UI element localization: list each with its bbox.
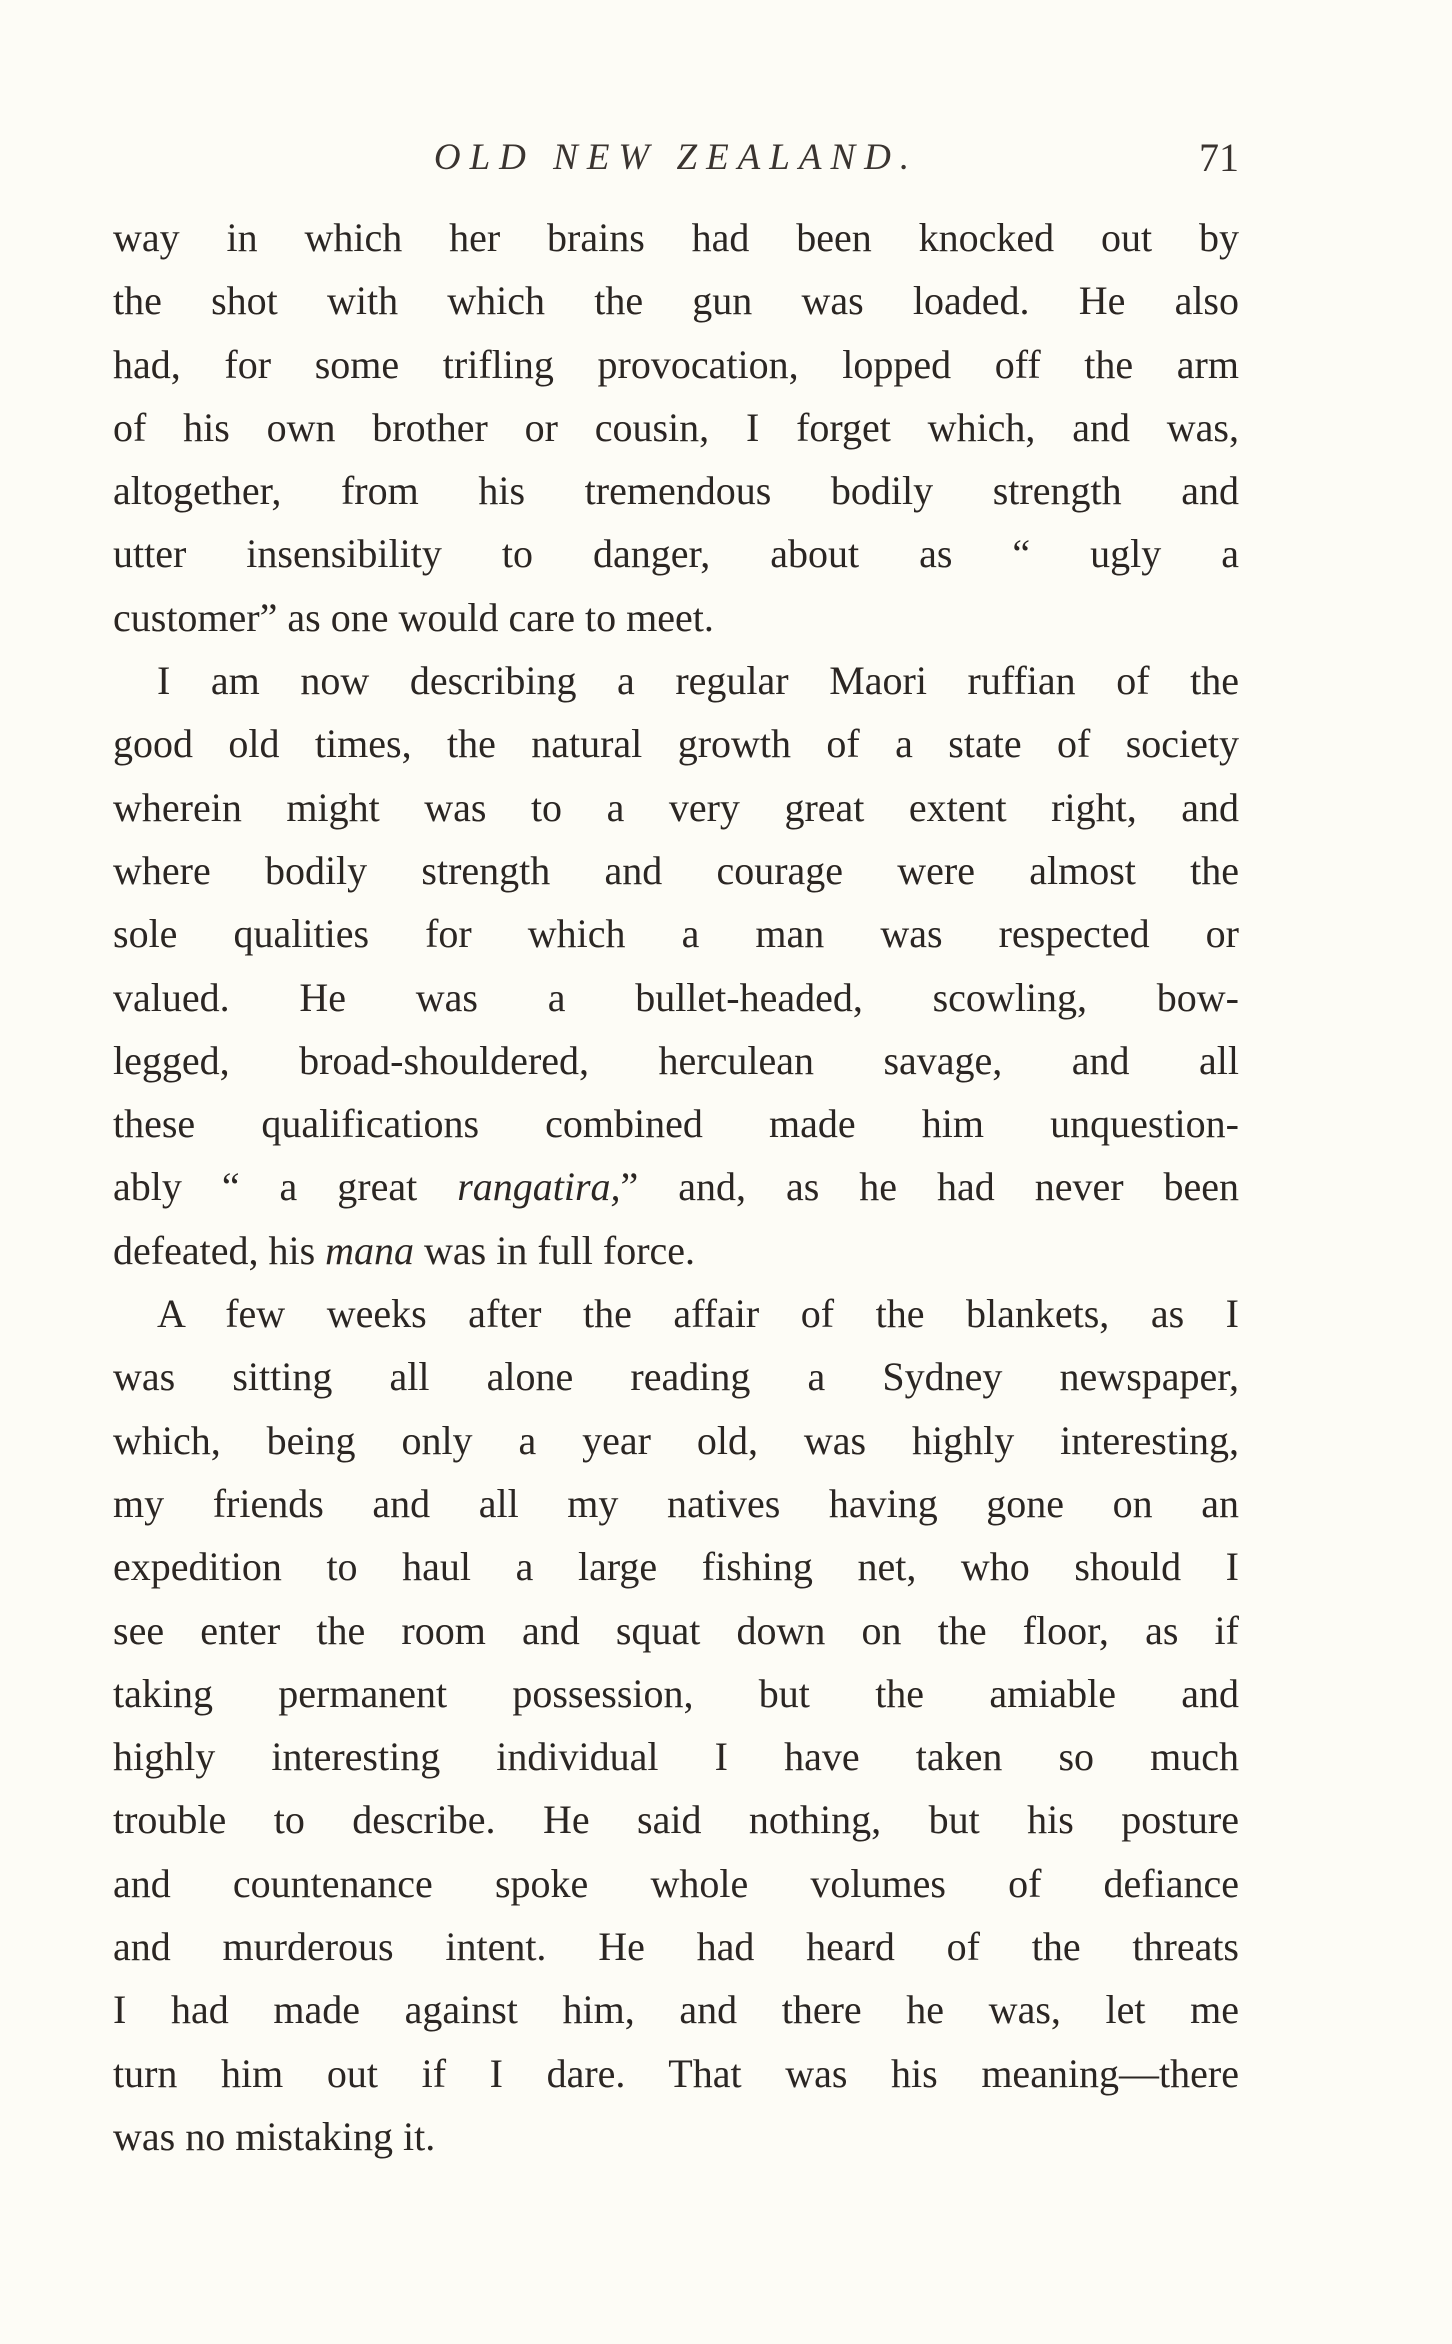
text-line: had, for some trifling provocation, lopped off the arm (113, 341, 1239, 387)
paragraph-3 (113, 1282, 1239, 2168)
text-line: the shot with which the gun was loaded. He also (113, 278, 1239, 324)
text-line: and countenance spoke whole volumes of defiance (113, 1860, 1239, 1906)
text-fragment: ” and, as he had never been (620, 1164, 1240, 1210)
text-fragment: was in full force. (414, 1227, 696, 1273)
text-line: was no mistaking it. (113, 2113, 436, 2159)
text-line: good old times, the natural growth of a state of society (113, 721, 1239, 767)
text-line: utter insensibility to danger, about as “ ugly a (113, 531, 1239, 577)
text-line: of his own brother or cousin, I forget which, and was, (113, 404, 1239, 450)
running-title: OLD NEW ZEALAND. (433, 137, 919, 178)
text-line: highly interesting individual I have taken so much (113, 1734, 1239, 1780)
text-line: taking permanent possession, but the amiable and (113, 1670, 1239, 1716)
body-text (113, 206, 1239, 2168)
text-line: where bodily strength and courage were almost the (113, 847, 1239, 893)
text-line: expedition to haul a large fishing net, who should I (113, 1544, 1239, 1590)
text-fragment: ably “ a great (113, 1164, 458, 1210)
text-line: and murderous intent. He had heard of the threats (113, 1924, 1239, 1970)
italic-term-rangatira: rangatira, (457, 1164, 621, 1210)
text-line: way in which her brains had been knocked out by (113, 215, 1239, 260)
text-line: was sitting all alone reading a Sydney newspaper, (113, 1354, 1239, 1400)
text-line (113, 1219, 1239, 1282)
running-head (113, 128, 1239, 188)
text-line: I had made against him, and there he was, let me (113, 1987, 1239, 2033)
italic-term-mana: mana (325, 1227, 415, 1273)
text-line: these qualifications combined made him unquestion- (113, 1101, 1239, 1147)
text-line: wherein might was to a very great extent right, and (113, 784, 1239, 830)
text-line: trouble to describe. He said nothing, but his posture (113, 1797, 1239, 1843)
text-line: I am now describing a regular Maori ruffian of the (157, 658, 1239, 704)
text-line: legged, broad-shouldered, herculean savage, and all (113, 1037, 1239, 1083)
text-line (113, 1155, 1239, 1218)
text-line: turn him out if I dare. That was his meaning—there (113, 2050, 1239, 2096)
text-line: my friends and all my natives having gone on an (113, 1480, 1239, 1526)
page-number: 71 (1199, 135, 1239, 180)
text-line: which, being only a year old, was highly interesting, (113, 1417, 1239, 1463)
text-line: customer” as one would care to meet. (113, 594, 714, 640)
text-line: altogether, from his tremendous bodily strength and (113, 468, 1239, 514)
text-line: A few weeks after the affair of the blankets, as I (157, 1291, 1239, 1337)
paragraph-2 (113, 649, 1239, 1282)
text-line: sole qualities for which a man was respected or (113, 911, 1239, 957)
text-fragment: defeated, his (113, 1227, 326, 1273)
text-line: valued. He was a bullet-headed, scowling, bow- (113, 974, 1239, 1020)
paragraph-1 (113, 206, 1239, 649)
text-line: see enter the room and squat down on the floor, as if (113, 1607, 1239, 1653)
